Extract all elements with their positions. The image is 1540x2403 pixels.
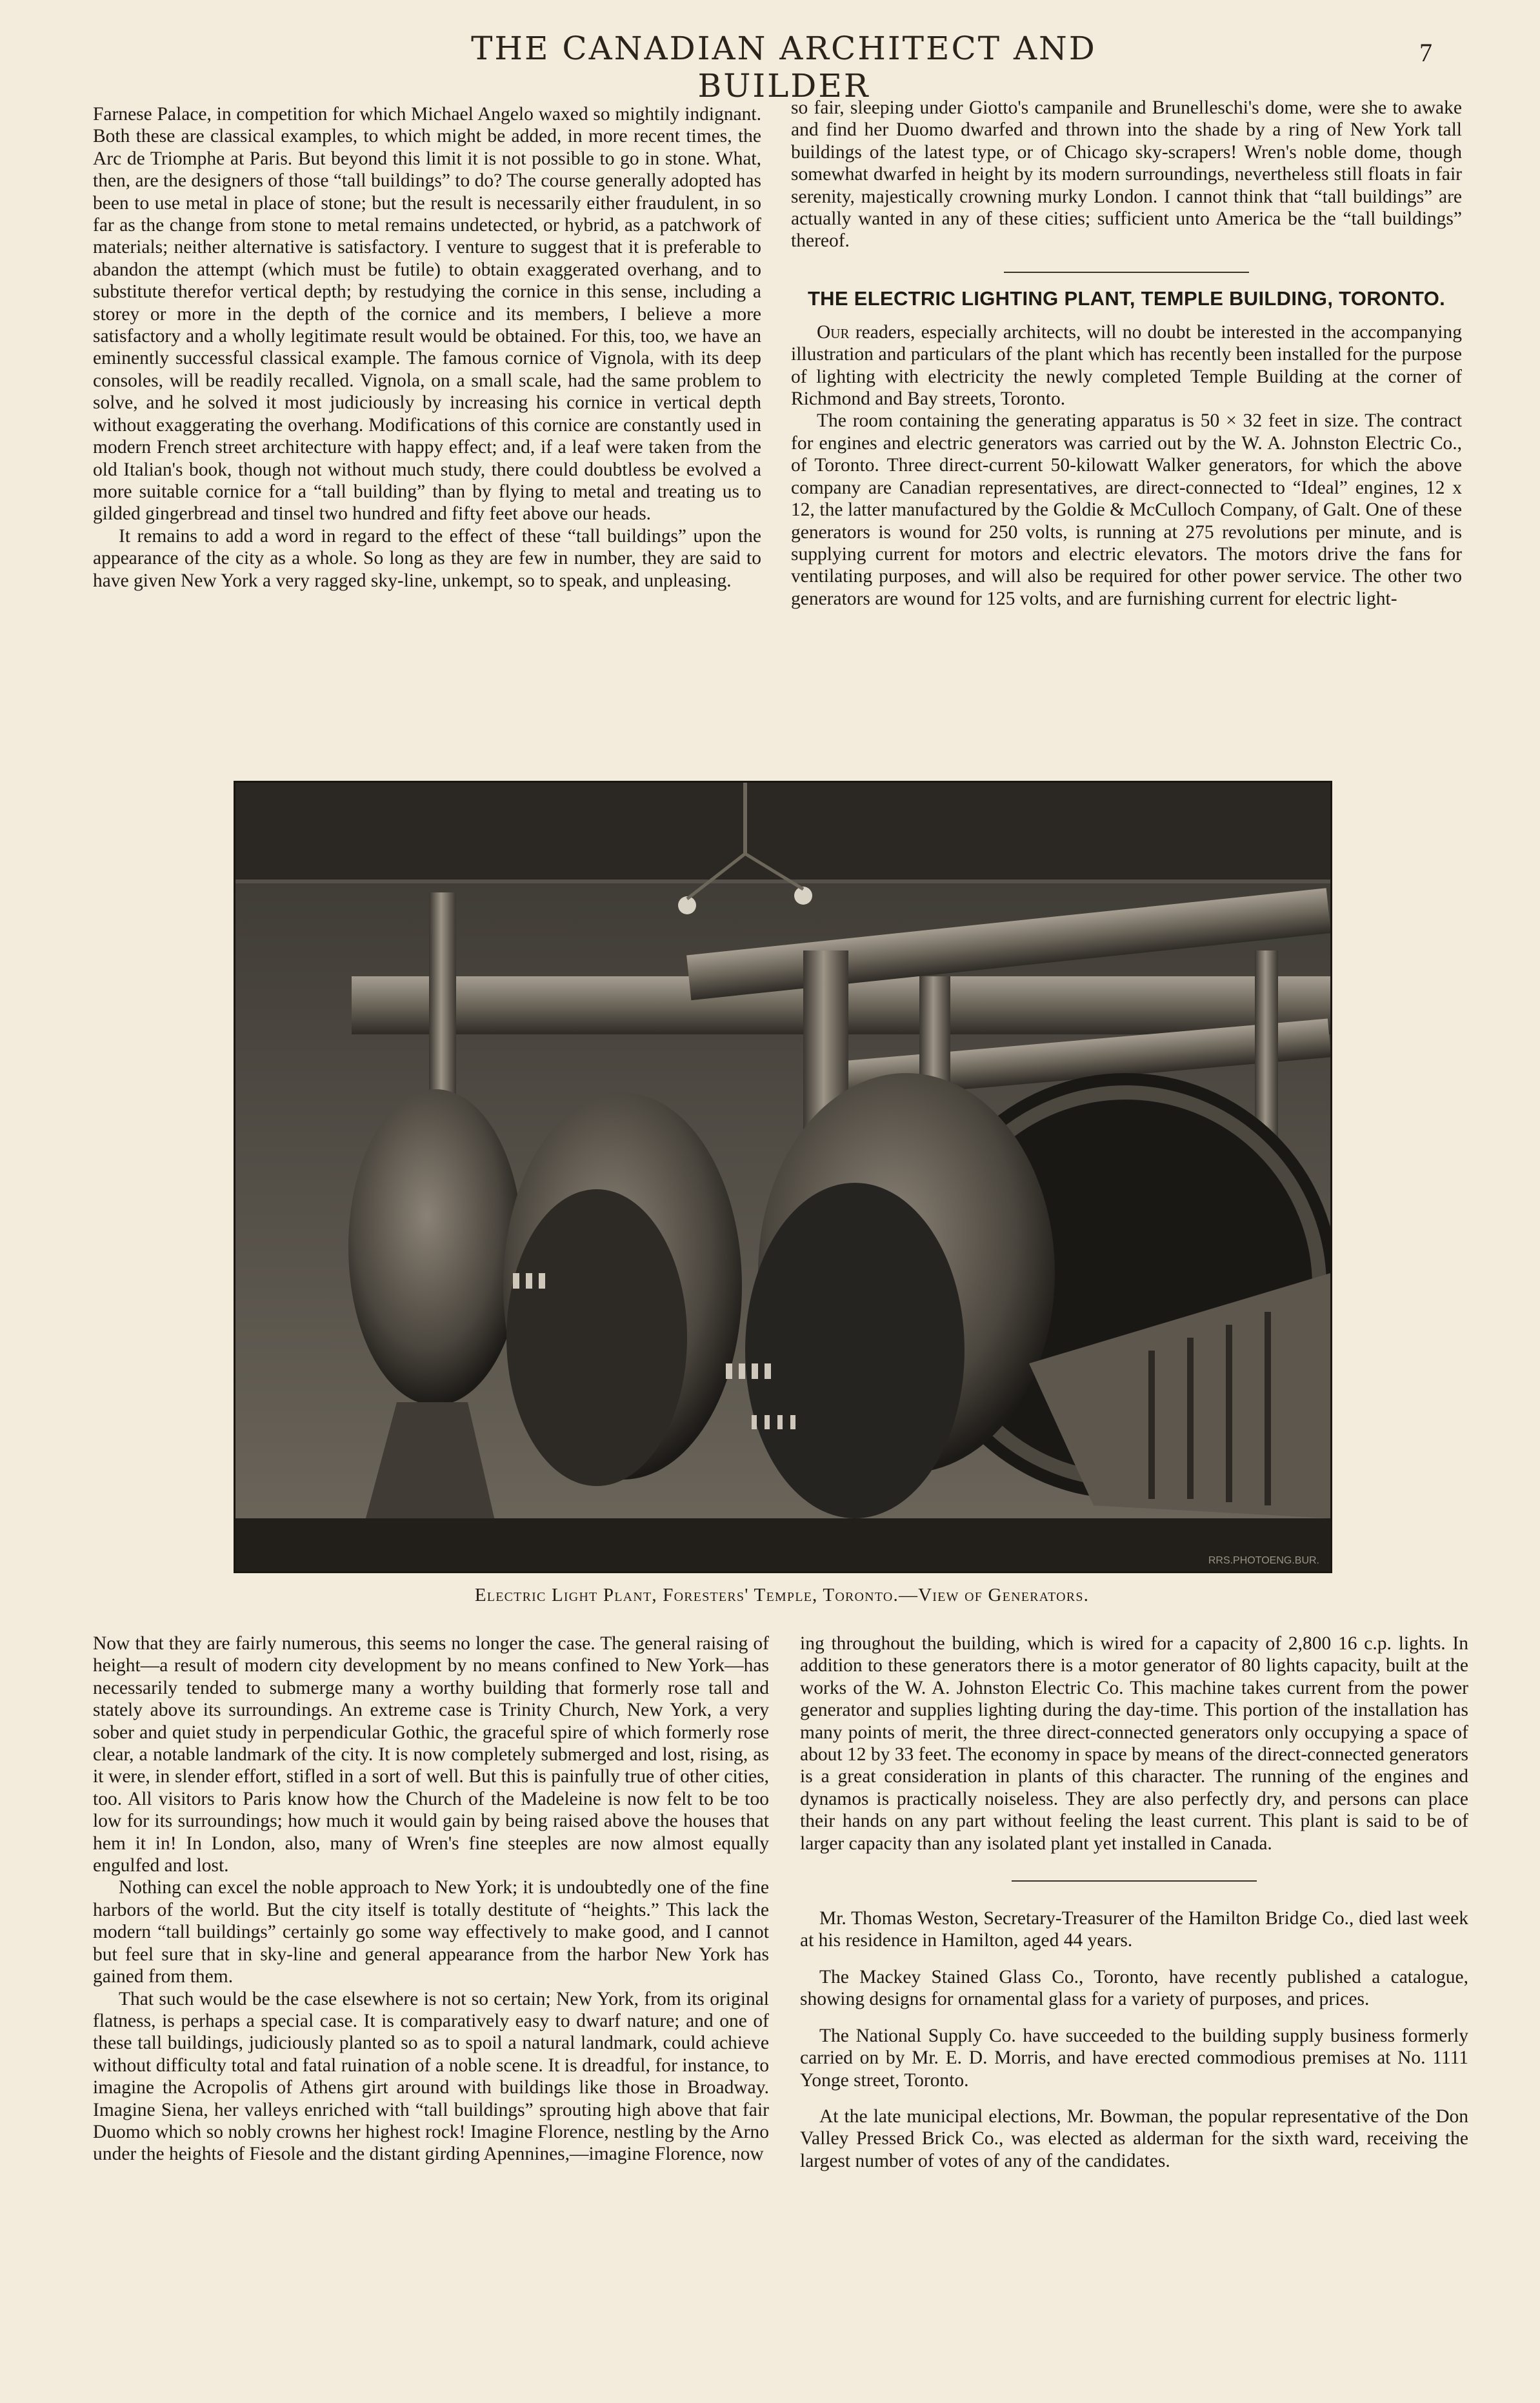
left-column-bottom: [93, 1633, 769, 2166]
paragraph: That such would be the case elsewhere is not so certain; New York, from its original flatness, is perhaps a special case. It is comparatively easy to dwarf nature; and one of these tall buildings, judiciously planted so as to spoil a natural landmark, could achieve without difficulty total and fatal ruination of a noble scene. It is dreadful, for instance, to imagine the Acropolis of Athens girt around with buildings like those in Broadway. Imagine Siena, her valleys enriched with “tall buildings” sprouting high above that fair Duomo which so nobly crowns her highest rock! Imagine Florence, nestling by the Arno under the heights of Fiesole and the distant girding Apennines,—imagine Florence, now: [93, 1988, 769, 2165]
engraver-mark: RRS.PHOTOENG.BUR.: [1208, 1555, 1319, 1566]
section-divider: [1012, 1880, 1257, 1882]
paragraph: Farnese Palace, in competition for which Michael Angelo waxed so mightily indignant. Both these are classical examples, to which might be added, in more recent times, the Arc de Triomphe at Paris. But beyond this limit it is not possible to go in stone. What, then, are the designers of those “tall buildings” to do? The course generally adopted has been to use metal in place of stone; but the result is necessarily either fraudulent, in so far as the change from stone to metal remains undetected, or hybrid, as a patchwork of materials; neither alternative is satisfactory. I venture to suggest that it is preferable to abandon the attempt (which must be futile) to obtain exaggerated overhang, and to substitute therefor vertical depth; by restudying the cornice in this sense, including a storey or more in the depth of the cornice and its members, I believe a more satisfactory and a wholly legitimate result would be obtained. For this, too, we have an eminently successful classical example. The famous cornice of Vignola, with its deep consoles, will be readily recalled. Vignola, on a small scale, had the same problem to solve, and he solved it most judiciously by increasing his cornice in vertical depth without exaggerating the overhang. Modifications of this cornice are constantly used in modern French street architecture with happy effect; and, if a leaf were taken from the old Italian's book, though not without much study, there could doubtless be evolved a more suitable cornice for a “tall building” than by flying to metal and treating us to gilded gingerbread and tinsel two hundred and fifty feet above our heads.: [93, 104, 761, 525]
page-number: 7: [1419, 38, 1432, 67]
section-divider: [1004, 272, 1249, 273]
paragraph: Nothing can excel the noble approach to New York; it is undoubtedly one of the fine harbors of the world. But the city itself is totally destitute of “heights.” This lack the modern “tall buildings” certainly go some way effectively to make good, and I cannot but feel sure that in sky-line and general appearance from the harbor New York has gained from them.: [93, 1877, 769, 1987]
lead-word: Our: [817, 321, 850, 343]
generator-illustration: [235, 783, 1330, 1571]
news-notice: Mr. Thomas Weston, Secretary-Treasurer of the Hamilton Bridge Co., died last week at his residence in Hamilton, aged 44 years.: [800, 1908, 1468, 1951]
generator-room-photo: [234, 781, 1332, 1573]
news-notice: The Mackey Stained Glass Co., Toronto, have recently published a catalogue, showing designs for ornamental glass for a variety of purposes, and prices.: [800, 1966, 1468, 2010]
paragraph: Now that they are fairly numerous, this seems no longer the case. The general raising of height—a result of modern city development by no means confined to New York—has necessarily tended to submerge many a worthy building that formerly rose tall and stately above its surroundings. An extreme case is Trinity Church, New York, a very sober and quiet study in perpendicular Gothic, the graceful spire of which formerly rose clear, a notable landmark of the city. It is now completely submerged and lost, rising, as it were, in slender effort, stifled in a sort of well. But this is painfully true of other cities, too. All visitors to Paris know how the Church of the Madeleine is now felt to be too low for its surroundings; how much it would gain by being raised above the houses that hem it in! In London, also, many of Wren's fine steeples are now almost equally engulfed and lost.: [93, 1633, 769, 1876]
paragraph: The room containing the generating apparatus is 50 × 32 feet in size. The contract for engines and electric generators was carried out by the W. A. Johnston Electric Co., of Toronto. Three direct-current 50-kilowatt Walker generators, for which the above company are Canadian representatives, are direct-connected to “Ideal” engines, 12 x 12, the latter manufactured by the Goldie & McCulloch Company, of Galt. One of these generators is wound for 250 volts, is running at 275 revolutions per minute, and is supplying current for motors and electric elevators. The motors drive the fans for ventilating purposes, and will also be required for other power service. The other two generators are wound for 125 volts, and are furnishing current for electric light-: [791, 410, 1462, 609]
paragraph: ing throughout the building, which is wired for a capacity of 2,800 16 c.p. lights. In addition to these generators there is a motor generator of 80 lights capacity, built at the works of the W. A. Johnston Electric Co. This machine takes current from the power generator and supplies lighting during the day-time. This portion of the installation has many points of merit, the three direct-connected generators only occupying a space of about 12 by 33 feet. The economy in space by means of the direct-connected generators is a great consideration in plants of this character. The running of the engines and dynamos is practically noiseless. They are also perfectly dry, and persons can place their hands on any part without feeling the least current. This plant is said to be of larger capacity than any isolated plant yet installed in Canada.: [800, 1633, 1468, 1854]
figure-caption: Electric Light Plant, Foresters' Temple, Toronto.—View of Generators.: [474, 1585, 1090, 1605]
right-column-top: [791, 97, 1462, 610]
news-notice: The National Supply Co. have succeeded to the building supply business formerly carried on by Mr. E. D. Morris, and have erected commodious premises at No. 1111 Yonge street, Toronto.: [800, 2025, 1468, 2091]
paragraph: It remains to add a word in regard to the effect of these “tall buildings” upon the appearance of the city as a whole. So long as they are few in number, they are said to have given New York a very ragged sky-line, unkempt, so to speak, and unpleasing.: [93, 525, 761, 591]
running-head: THE CANADIAN ARCHITECT AND BUILDER: [471, 30, 1097, 105]
left-column-top: [93, 103, 761, 592]
paragraph: so fair, sleeping under Giotto's campanile and Brunelleschi's dome, were she to awake and find her Duomo dwarfed and thrown into the shade by a ring of New York tall buildings of the latest type, or of Chicago sky-scrapers! Wren's noble dome, though somewhat dwarfed in height by its modern surroundings, nevertheless still floats in fair serenity, majestically crowning murky London. I cannot think that “tall buildings” are actually wanted in any of these cities; sufficient unto America be the “tall buildings” thereof.: [791, 97, 1462, 252]
right-column-bottom: [800, 1633, 1468, 2186]
news-notice: At the late municipal elections, Mr. Bowman, the popular representative of the Don Valley Pressed Brick Co., was elected as alderman for the sixth ward, receiving the largest number of votes of any of the candidates.: [800, 2106, 1468, 2171]
paragraph-text: readers, especially architects, will no doubt be interested in the accompanying illustration and particulars of the plant which has recently been installed for the purpose of lighting with electricity the newly completed Temple Building at the corner of Richmond and Bay streets, Toronto.: [791, 321, 1462, 410]
section-title: THE ELECTRIC LIGHTING PLANT, TEMPLE BUILDING, TORONTO.: [807, 287, 1446, 310]
